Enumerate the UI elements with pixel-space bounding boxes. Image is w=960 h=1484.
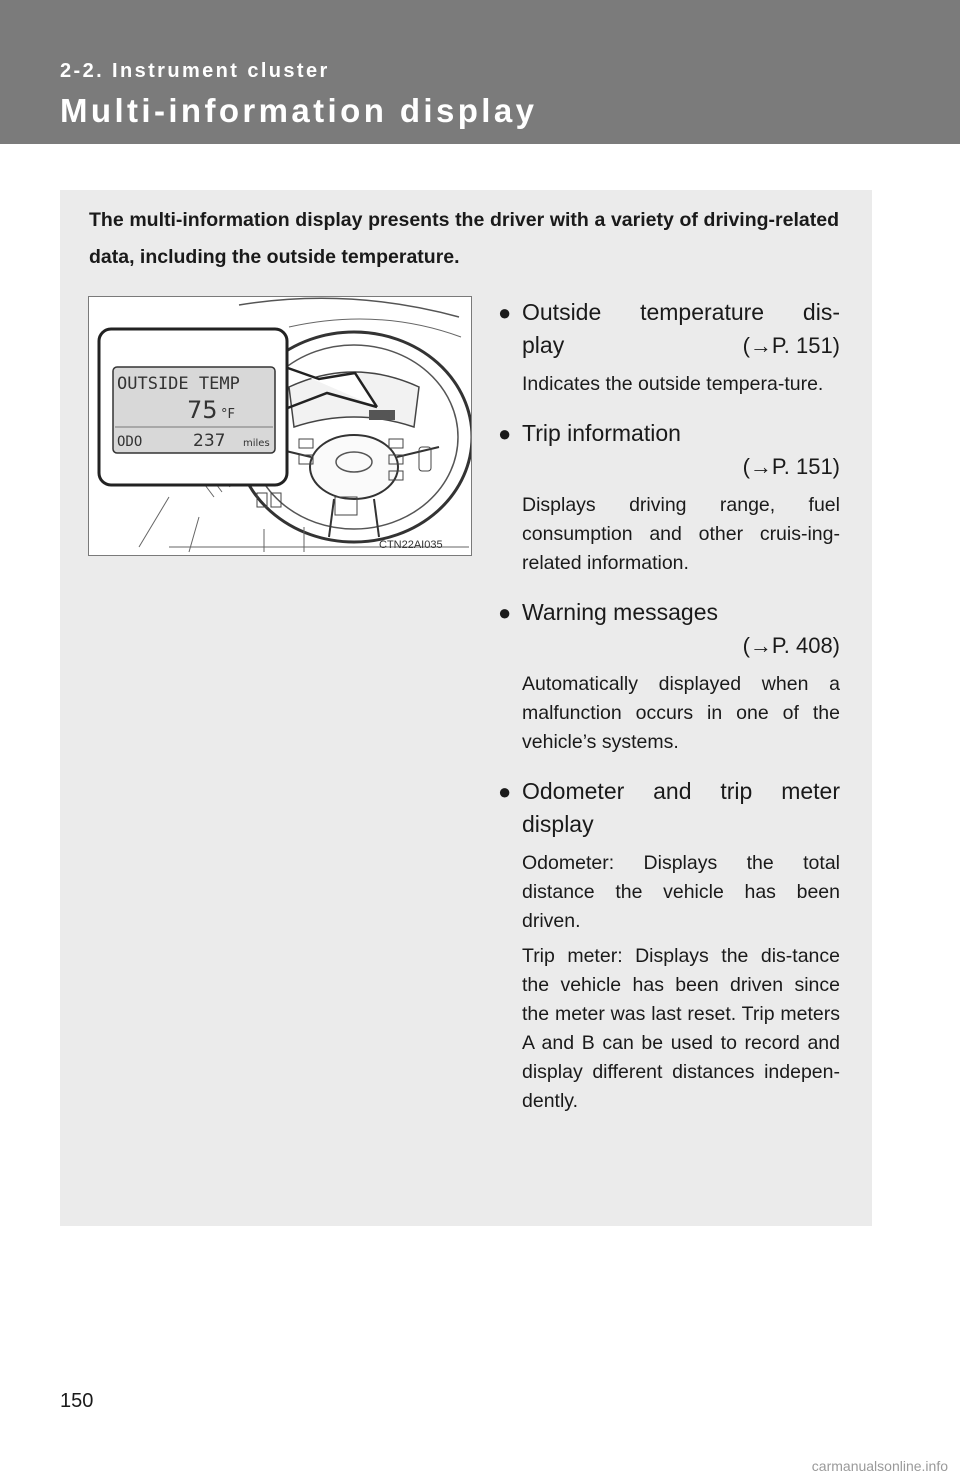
section-label: 2-2. Instrument cluster (60, 60, 330, 82)
page-reference-link[interactable]: (→P. 151) (742, 333, 840, 358)
page-reference-link[interactable]: (→P. 151) (742, 454, 840, 479)
page-header (0, 0, 960, 144)
watermark: carmanualsonline.info (811, 1458, 948, 1474)
item-title: Warning messages (522, 599, 719, 625)
page-title: Multi-information display (60, 92, 538, 129)
item-title-continued: play (522, 332, 565, 358)
list-item (498, 596, 840, 757)
item-title: Odometer and trip meter (522, 778, 840, 804)
item-title-continued: display (522, 811, 594, 837)
list-item (498, 775, 840, 1116)
list-item (498, 417, 840, 578)
display-odo-label: ODO (117, 434, 143, 450)
steering-wheel-illustration (89, 297, 471, 555)
feature-list (498, 296, 840, 1134)
display-temperature: 75 (187, 396, 218, 424)
item-description: Automatically displayed when a malfunction occurs in one of the vehicle’s systems. (522, 673, 840, 753)
display-odo-unit: miles (243, 438, 270, 449)
page-reference-link[interactable]: (→P. 408) (742, 633, 840, 658)
display-temperature-unit: °F (221, 407, 235, 422)
page-number: 150 (60, 1390, 94, 1412)
list-item (498, 296, 840, 399)
item-description: Displays driving range, fuel consumption and other cruis-ing-related information. (522, 494, 840, 574)
item-title: Trip information (522, 420, 681, 446)
dashboard-illustration (88, 296, 472, 556)
display-line-text: OUTSIDE TEMP (117, 374, 240, 394)
item-title: Outside temperature dis- (522, 299, 840, 325)
bullet-icon: ● (498, 300, 512, 325)
item-description: Trip meter: Displays the dis-tance the vehicle has been driven since the meter was last reset. Trip meters A and B can be used to record and display different distances indepen-dently. (522, 945, 840, 1112)
item-description: Odometer: Displays the total distance the vehicle has been driven. (522, 852, 840, 932)
intro-paragraph: The multi-information display presents the driver with a variety of driving-related data, including the outside temperature. (89, 209, 839, 268)
display-odo-value: 237 (193, 431, 226, 451)
item-description: Indicates the outside tempera-ture. (522, 373, 824, 395)
figure-code: CTN22AI035 (379, 539, 443, 551)
bullet-icon: ● (498, 600, 512, 625)
bullet-icon: ● (498, 779, 512, 804)
bullet-icon: ● (498, 421, 512, 446)
